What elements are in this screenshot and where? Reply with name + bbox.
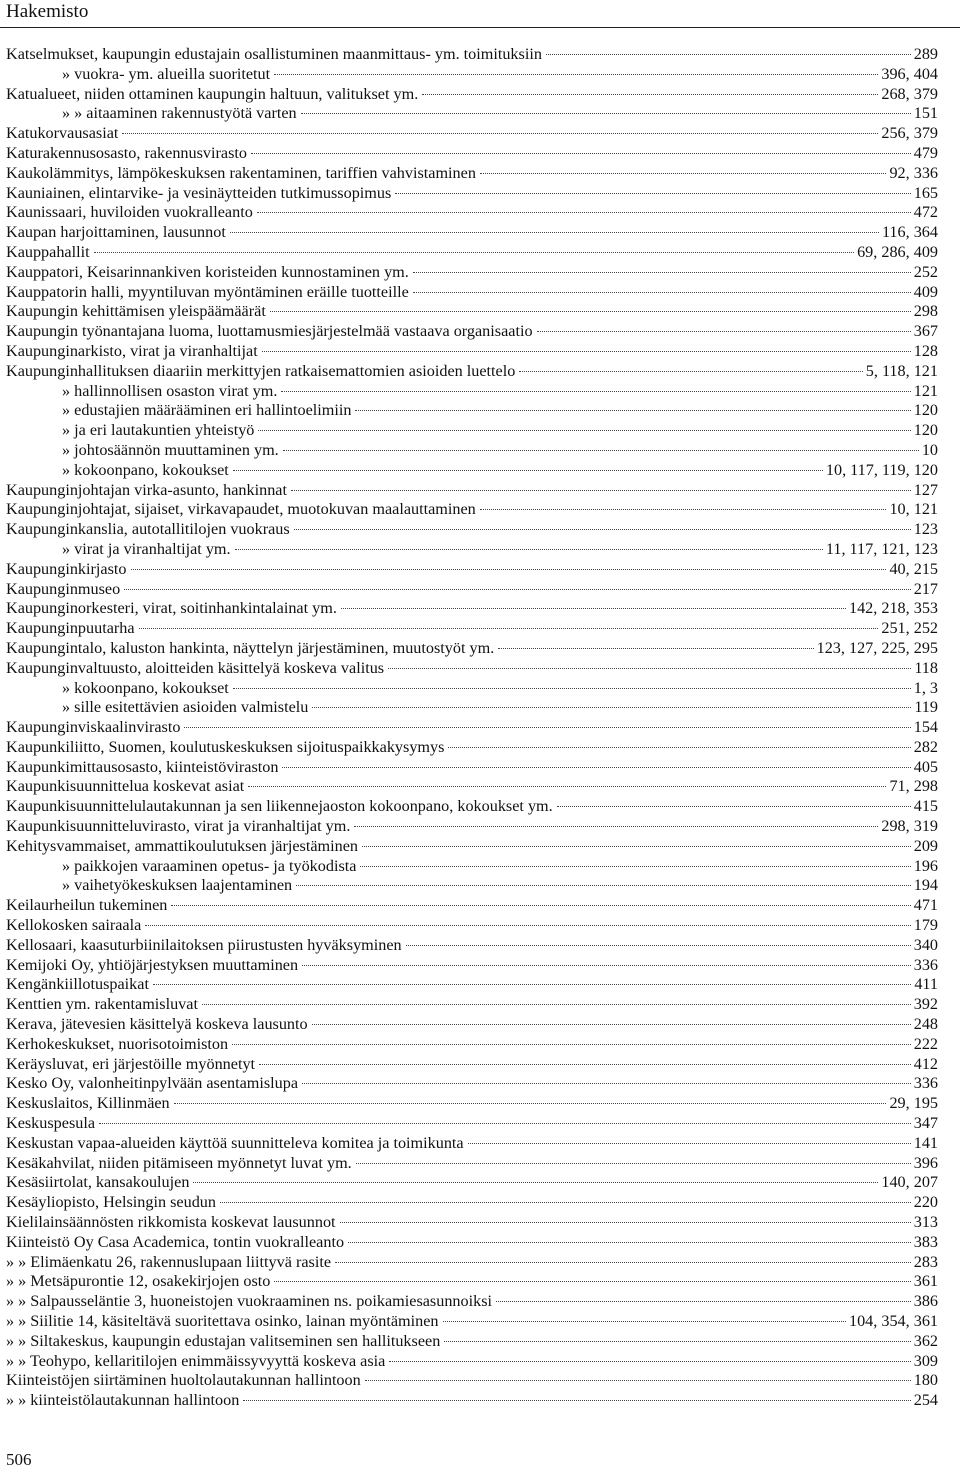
entry-title: Kesäsiirtolat, kansakoulujen [6,1173,190,1192]
entry-title: » vuokra- ym. alueilla suoritetut [62,64,271,83]
index-entry [6,243,938,263]
entry-pages: 194 [913,876,938,895]
leader-dots [274,74,878,75]
entry-pages: 104, 354, 361 [848,1312,938,1330]
entry-title: Kaupan harjoittaminen, lausunnot [6,223,226,242]
leader-dots [341,608,846,609]
entry-pages: 336 [913,955,938,974]
index-entry [6,1035,938,1055]
entry-pages: 340 [913,935,938,954]
leader-dots [281,391,910,392]
entry-pages: 196 [913,856,938,875]
index-entry [6,203,938,223]
index-entry [6,679,938,699]
leader-dots [174,1103,887,1104]
leader-dots [302,965,911,966]
page-title: Hakemisto [6,1,89,22]
entry-title: » kokoonpano, kokoukset [62,678,229,697]
index-entry [6,1193,938,1213]
index-entry [6,1292,938,1312]
entry-pages: 179 [913,916,938,935]
index-entry [6,896,938,916]
index-entry [6,580,938,600]
entry-pages: 412 [913,1054,938,1073]
leader-dots [302,1083,911,1084]
entry-pages: 217 [913,579,938,598]
entry-title: Keilaurheilun tukeminen [6,896,168,915]
entry-pages: 10, 117, 119, 120 [825,460,938,479]
index-entry [6,104,938,124]
index-entry [6,1272,938,1292]
entry-title: » » Salpausseläntie 3, huoneistojen vuokraaminen ns. poikamiesasunnoiksi [6,1292,492,1311]
leader-dots [365,1380,911,1381]
leader-dots [153,984,911,985]
index-entry [6,65,938,85]
index-entry [6,956,938,976]
entry-title: » johtosäännön muuttaminen ym. [62,440,279,459]
leader-dots [145,925,910,926]
entry-title: Kaupunkisuunnittelulautakunnan ja sen liikennejaoston kokoonpano, kokoukset ym. [6,797,553,816]
leader-dots [496,1301,911,1302]
leader-dots [312,707,911,708]
index-entry [6,936,938,956]
entry-pages: 180 [913,1371,938,1390]
entry-pages: 222 [913,1034,938,1053]
index-entry [6,916,938,936]
index-entry [6,283,938,303]
entry-pages: 116, 364 [881,223,938,242]
entry-pages: 309 [913,1351,938,1370]
entry-title: Kehitysvammaiset, ammattikoulutuksen järjestäminen [6,836,358,855]
index-entry [6,540,938,560]
entry-title: Kerhokeskukset, nuorisotoimiston [6,1034,229,1053]
entry-title: Kaupunginjohtajat, sijaiset, virkavapaudet, muotokuvan maalauttaminen [6,500,476,519]
leader-dots [258,430,910,431]
entry-pages: 252 [913,262,938,281]
index-entry [6,302,938,322]
entry-title: Keskuspesula [6,1114,96,1133]
leader-dots [389,1361,910,1362]
leader-dots [274,1281,910,1282]
leader-dots [124,589,911,590]
entry-pages: 11, 117, 121, 123 [825,539,938,558]
entry-pages: 128 [913,341,938,360]
index-entry [6,1332,938,1352]
index-entry [6,1094,938,1114]
entry-title: Keskuslaitos, Killinmäen [6,1094,170,1113]
index-entry [6,441,938,461]
index-entries [6,45,938,1411]
entry-title: Katselmukset, kaupungin edustajain osallistuminen maanmittaus- ym. toimituksiin [6,45,542,63]
index-entry [6,1352,938,1372]
header-rule [0,27,960,28]
entry-title: Kesäkahvilat, niiden pitämiseen myönnetyt luvat ym. [6,1153,352,1172]
entry-pages: 367 [913,322,938,341]
entry-title: Kaupungintalo, kaluston hankinta, näyttelyn järjestäminen, muutostyöt ym. [6,638,495,657]
index-entry [6,263,938,283]
index-entry [6,401,938,421]
entry-pages: 5, 118, 121 [865,361,938,380]
leader-dots [480,509,887,510]
entry-pages: 151 [913,104,938,123]
entry-pages: 396, 404 [881,64,938,83]
entry-pages: 298 [913,302,938,321]
index-entry [6,1154,938,1174]
leader-dots [413,292,911,293]
entry-title: Kaupunkimittausosasto, kiinteistöviraston [6,757,279,776]
index-entry [6,1015,938,1035]
entry-title: Kerava, jätevesien käsittelyä koskeva lausunto [6,1015,308,1034]
entry-pages: 220 [913,1193,938,1212]
entry-title: » kokoonpano, kokoukset [62,460,229,479]
leader-dots [233,688,911,689]
index-entry [6,1312,938,1332]
entry-title: Kauppahallit [6,242,90,261]
entry-title: » edustajien määrääminen eri hallintoelimiin [62,401,352,420]
leader-dots [296,885,911,886]
entry-pages: 10 [921,440,938,459]
entry-title: » » aitaaminen rakennustyötä varten [62,104,297,123]
index-entry [6,995,938,1015]
entry-title: » hallinnollisen osaston virat ym. [62,381,278,400]
entry-title: Kaupunkisuunnitteluvirasto, virat ja viranhaltijat ym. [6,817,351,836]
entry-pages: 386 [913,1292,938,1311]
index-entry [6,639,938,659]
entry-title: » sille esitettävien asioiden valmistelu [62,698,309,717]
leader-dots [220,1202,911,1203]
entry-pages: 347 [913,1114,938,1133]
leader-dots [282,767,910,768]
entry-pages: 123, 127, 225, 295 [816,638,938,657]
leader-dots [257,212,911,213]
leader-dots [243,1400,910,1401]
index-entry [6,1253,938,1273]
leader-dots [443,1321,846,1322]
leader-dots [301,113,911,114]
entry-pages: 415 [913,797,938,816]
entry-title: Kielilainsäännösten rikkomista koskevat lausunnot [6,1213,336,1232]
entry-pages: 268, 379 [881,84,938,103]
entry-pages: 471 [913,896,938,915]
leader-dots [122,133,878,134]
index-entry [6,144,938,164]
entry-pages: 362 [913,1331,938,1350]
leader-dots [202,1004,911,1005]
index-entry [6,421,938,441]
entry-title: » virat ja viranhaltijat ym. [62,539,231,558]
entry-pages: 289 [913,45,938,63]
entry-pages: 40, 215 [889,559,938,578]
entry-pages: 10, 121 [889,500,938,519]
leader-dots [413,272,911,273]
leader-dots [262,351,911,352]
entry-title: Kaupunginmuseo [6,579,121,598]
entry-title: Kellosaari, kaasuturbiinilaitoksen piirustusten hyväksyminen [6,935,402,954]
entry-pages: 361 [913,1272,938,1291]
entry-pages: 121 [913,381,938,400]
entry-pages: 1, 3 [913,678,938,697]
leader-dots [395,193,910,194]
index-entry [6,1391,938,1411]
leader-dots [480,173,887,174]
leader-dots [519,371,862,372]
entry-title: Kesko Oy, valonheitinpylvään asentamislupa [6,1074,299,1093]
entry-title: » vaihetyökeskuksen laajentaminen [62,876,293,895]
leader-dots [340,1222,911,1223]
entry-title: Kellokosken sairaala [6,916,142,935]
index-entry [6,1213,938,1233]
entry-title: Kauniainen, elintarvike- ja vesinäytteiden tutkimussopimus [6,183,392,202]
entry-title: Kaupunginpuutarha [6,619,135,638]
entry-title: Kaukolämmitys, lämpökeskuksen rakentaminen, tariffien vahvistaminen [6,163,476,182]
leader-dots [448,747,910,748]
entry-title: Kauppatorin halli, myyntiluvan myöntäminen eräille tuotteille [6,282,409,301]
entry-pages: 392 [913,995,938,1014]
entry-title: Kaupunkiliitto, Suomen, koulutuskeskuksen sijoituspaikkakysymys [6,737,445,756]
entry-title: » paikkojen varaaminen opetus- ja työkodista [62,856,357,875]
entry-pages: 313 [913,1213,938,1232]
entry-title: Katurakennusosasto, rakennusvirasto [6,143,247,162]
index-entry [6,777,938,797]
entry-pages: 119 [914,698,938,717]
leader-dots [259,1064,911,1065]
index-entry [6,461,938,481]
entry-pages: 472 [913,203,938,222]
leader-dots [235,549,823,550]
index-entry [6,45,938,65]
leader-dots [360,866,910,867]
entry-title: Kaupunginkanslia, autotallitilojen vuokraus [6,520,290,539]
leader-dots [233,470,823,471]
index-entry [6,500,938,520]
entry-pages: 120 [913,421,938,440]
index-entry [6,560,938,580]
leader-dots [270,311,911,312]
entry-title: » ja eri lautakuntien yhteistyö [62,421,255,440]
index-entry [6,1055,938,1075]
index-entry [6,718,938,738]
leader-dots [99,1123,911,1124]
entry-pages: 396 [913,1153,938,1172]
entry-title: Kenttien ym. rakentamisluvat [6,995,198,1014]
index-entry [6,975,938,995]
entry-pages: 251, 252 [881,619,938,638]
leader-dots [406,945,911,946]
entry-title: Katualueet, niiden ottaminen kaupungin haltuun, valitukset ym. [6,84,419,103]
index-entry [6,184,938,204]
entry-pages: 123 [913,520,938,539]
index-entry [6,164,938,184]
leader-dots [94,252,854,253]
leader-dots [498,648,813,649]
leader-dots [184,727,910,728]
leader-dots [294,529,911,530]
entry-pages: 141 [913,1133,938,1152]
leader-dots [444,1341,910,1342]
entry-pages: 479 [913,143,938,162]
leader-dots [422,94,878,95]
index-entry [6,85,938,105]
index-entry [6,1074,938,1094]
index-entry [6,857,938,877]
entry-pages: 127 [913,480,938,499]
index-entry [6,738,938,758]
leader-dots [171,905,910,906]
index-entry [6,342,938,362]
index-entry [6,322,938,342]
entry-pages: 383 [913,1232,938,1251]
leader-dots [388,668,911,669]
entry-title: Keskustan vapaa-alueiden käyttöä suunnitteleva komitea ja toimikunta [6,1133,464,1152]
entry-title: Keräysluvat, eri järjestöille myönnetyt [6,1054,256,1073]
entry-title: Kemijoki Oy, yhtiöjärjestyksen muuttaminen [6,955,299,974]
entry-title: Katukorvausasiat [6,124,119,143]
entry-title: Kesäyliopisto, Helsingin seudun [6,1193,216,1212]
index-entry [6,1114,938,1134]
index-entry [6,481,938,501]
index-entry [6,362,938,382]
entry-pages: 140, 207 [881,1173,938,1192]
entry-pages: 256, 379 [881,124,938,143]
leader-dots [537,331,911,332]
entry-pages: 248 [913,1015,938,1034]
index-entry [6,837,938,857]
entry-pages: 142, 218, 353 [848,599,938,618]
index-entry [6,797,938,817]
entry-pages: 92, 336 [889,163,938,182]
entry-pages: 154 [913,718,938,737]
entry-pages: 282 [913,737,938,756]
index-entry [6,382,938,402]
entry-title: » » Siltakeskus, kaupungin edustajan valitseminen sen hallitukseen [6,1331,441,1350]
leader-dots [356,1163,911,1164]
index-entry [6,758,938,778]
index-entry [6,619,938,639]
leader-dots [291,490,911,491]
entry-title: » » kiinteistölautakunnan hallintoon [6,1391,240,1410]
entry-title: Kaupungin kehittämisen yleispäämäärät [6,302,266,321]
entry-title: Kiinteistöjen siirtäminen huoltolautakunnan hallintoon [6,1371,361,1390]
leader-dots [248,786,886,787]
index-entry [6,124,938,144]
entry-pages: 298, 319 [881,817,938,836]
leader-dots [546,54,911,55]
leader-dots [139,628,879,629]
entry-pages: 411 [914,975,938,994]
leader-dots [557,806,911,807]
entry-title: Kaupunginarkisto, virat ja viranhaltijat [6,341,258,360]
entry-title: » » Siilitie 14, käsiteltävä suoritettava osinko, lainan myöntäminen [6,1312,439,1330]
entry-pages: 254 [913,1391,938,1410]
leader-dots [230,232,879,233]
entry-title: Kaupunginhallituksen diaariin merkittyjen ratkaisemattomien asioiden luettelo [6,361,516,380]
index-entry [6,1134,938,1154]
entry-title: Kaunissaari, huviloiden vuokralleanto [6,203,253,222]
leader-dots [312,1024,911,1025]
entry-pages: 69, 286, 409 [857,242,938,261]
index-entry [6,817,938,837]
page-number: 506 [6,1450,32,1469]
entry-title: Kiinteistö Oy Casa Academica, tontin vuokralleanto [6,1232,345,1251]
entry-title: Kaupunginvaltuusto, aloitteiden käsittelyä koskeva valitus [6,658,385,677]
leader-dots [232,1044,911,1045]
leader-dots [251,153,911,154]
entry-pages: 120 [913,401,938,420]
entry-title: Kengänkiillotuspaikat [6,975,149,994]
entry-title: » » Metsäpurontie 12, osakekirjojen osto [6,1272,271,1291]
index-entry [6,876,938,896]
entry-title: Kaupunkisuunnittelua koskevat asiat [6,777,245,796]
entry-pages: 165 [913,183,938,202]
index-entry [6,223,938,243]
entry-title: Kaupungin työnantajana luoma, luottamusmiesjärjestelmää vastaava organisaatio [6,322,533,341]
index-entry [6,1173,938,1193]
entry-pages: 405 [913,757,938,776]
leader-dots [355,410,910,411]
index-entry [6,1233,938,1253]
index-entry [6,520,938,540]
entry-pages: 409 [913,282,938,301]
entry-title: » » Elimäenkatu 26, rakennuslupaan liittyvä rasite [6,1252,332,1271]
leader-dots [362,846,911,847]
entry-pages: 209 [913,836,938,855]
leader-dots [335,1262,911,1263]
entry-title: Kaupunginviskaalinvirasto [6,718,181,737]
leader-dots [283,450,919,451]
entry-pages: 29, 195 [889,1094,938,1113]
index-entry [6,1371,938,1391]
leader-dots [131,569,887,570]
entry-title: Kaupunginkirjasto [6,559,127,578]
entry-pages: 336 [913,1074,938,1093]
leader-dots [354,826,878,827]
entry-pages: 71, 298 [889,777,938,796]
index-entry [6,599,938,619]
entry-title: » » Teohypo, kellaritilojen enimmäissyvyyttä koskeva asia [6,1351,386,1370]
entry-pages: 283 [913,1252,938,1271]
entry-title: Kaupunginorkesteri, virat, soitinhankintalainat ym. [6,599,337,618]
entry-title: Kaupunginjohtajan virka-asunto, hankinnat [6,480,287,499]
entry-pages: 118 [914,658,938,677]
leader-dots [468,1143,911,1144]
index-entry [6,698,938,718]
leader-dots [348,1242,911,1243]
index-entry [6,659,938,679]
leader-dots [193,1182,878,1183]
entry-title: Kauppatori, Keisarinnankiven koristeiden kunnostaminen ym. [6,262,409,281]
